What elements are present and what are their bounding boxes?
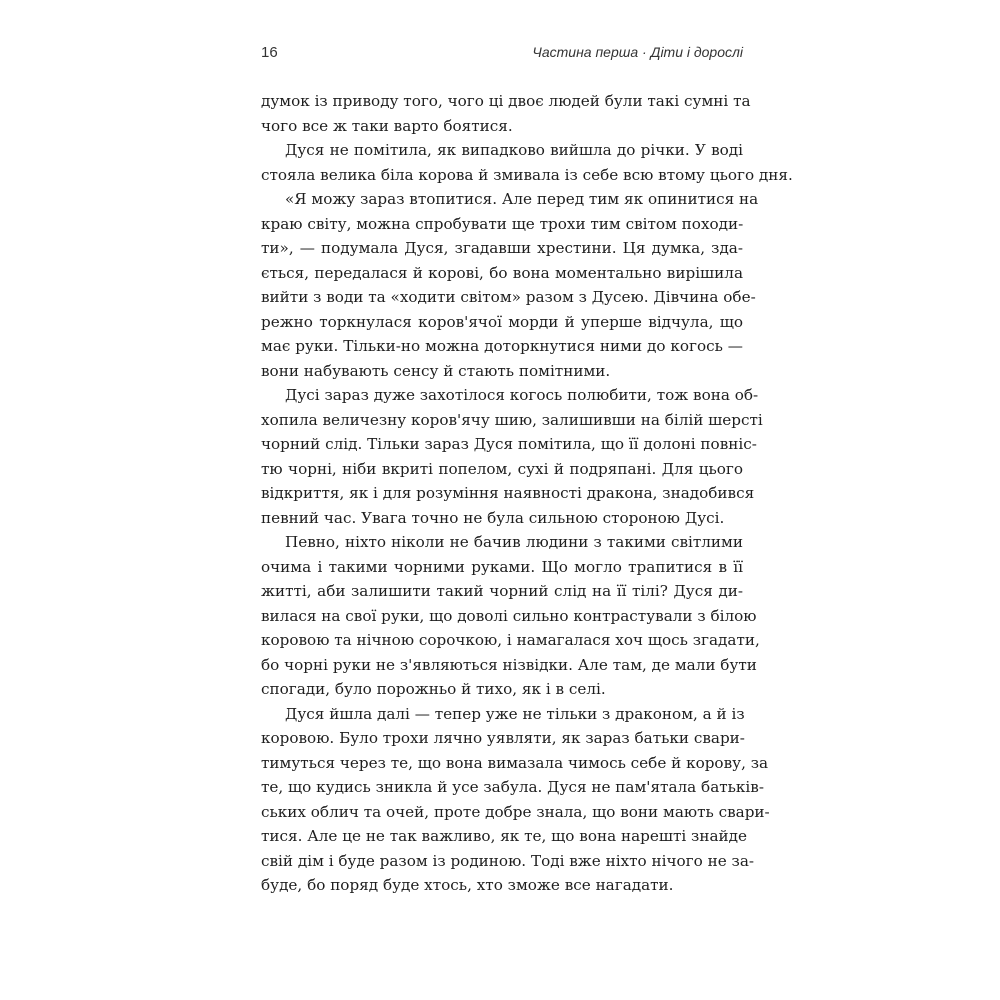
text-line: краю світу, можна спробувати ще трохи тим світом походи-	[261, 214, 744, 233]
text-line: режно торкнулася коров'ячої морди й уперше відчула, що	[261, 312, 743, 331]
text-line: коровою та нічною сорочкою, і намагалася хоч щось згадати,	[261, 631, 760, 649]
text-line: Дуся йшла далі — тепер уже не тільки з драконом, а й із	[285, 704, 745, 723]
text-line: буде, бо поряд буде хтось, хто зможе все нагадати.	[261, 876, 674, 894]
page-number: 16	[261, 44, 278, 61]
body-text	[261, 89, 793, 898]
text-line: стояла велика біла корова й змивала із себе всю втому цього дня.	[261, 165, 793, 184]
text-line: чорний слід. Тільки зараз Дуся помітила, що її долоні повніс-	[261, 435, 757, 453]
paragraph	[261, 383, 763, 530]
text-line: спогади, було порожньо й тихо, як і в селі.	[261, 680, 606, 698]
text-line: ється, передалася й корові, бо вона моментально вирішила	[261, 263, 743, 282]
text-line: бо чорні руки не з'являються нізвідки. Але там, де мали бути	[261, 655, 757, 674]
text-line: коровою. Було трохи лячно уявляти, як зараз батьки свари-	[261, 729, 745, 747]
text-line: тю чорні, ніби вкриті попелом, сухі й подряпані. Для цього	[261, 459, 743, 478]
paragraph	[261, 702, 770, 898]
running-head	[261, 44, 743, 66]
paragraph	[261, 187, 759, 383]
text-line: певний час. Увага точно не була сильною стороною Дусі.	[261, 508, 725, 527]
text-line: думок із приводу того, чого ці двоє людей були такі сумні та	[261, 92, 751, 110]
text-line: «Я можу зараз втопитися. Але перед тим як опинитися на	[285, 190, 759, 208]
text-line: має руки. Тільки-но можна доторкнутися ними до когось —	[261, 337, 743, 355]
text-line: очима і такими чорними руками. Що могло трапитися в її	[261, 557, 743, 576]
text-line: свій дім і буде разом із родиною. Тоді вже ніхто нічого не за-	[261, 851, 755, 870]
text-line: вийти з води та «ходити світом» разом з Дусею. Дівчина обе-	[261, 288, 756, 306]
text-line: чого все ж таки варто боятися.	[261, 116, 513, 135]
text-line: житті, аби залишити такий чорний слід на її тілі? Дуся ди-	[261, 582, 743, 600]
text-line: Дусі зараз дуже захотілося когось полюбити, тож вона об-	[285, 386, 759, 404]
text-line: тися. Але це не так важливо, як те, що вона нарешті знайде	[261, 827, 747, 845]
text-line: вилася на свої руки, що доволі сильно контрастували з білою	[261, 606, 757, 625]
text-line: те, що кудись зникла й усе забула. Дуся не пам'ятала батьків-	[261, 778, 764, 796]
text-line: хопила величезну коров'ячу шию, залишивши на білій шерсті	[261, 410, 763, 429]
text-line: вони набувають сенсу й стають помітними.	[261, 361, 611, 380]
text-line: тимуться через те, що вона вимазала чимось себе й корову, за	[261, 753, 769, 772]
text-line: Певно, ніхто ніколи не бачив людини з такими світлими	[285, 533, 743, 551]
paragraph	[261, 89, 751, 138]
paragraph	[261, 138, 793, 187]
text-line: ти», — подумала Дуся, згадавши хрестини. Ця думка, зда-	[261, 239, 743, 257]
text-line: ських облич та очей, проте добре знала, що вони мають свари-	[261, 802, 770, 821]
text-line: Дуся не помітила, як випадково вийшла до річки. У воді	[285, 141, 743, 159]
text-line: відкриття, як і для розуміння наявності дракона, знадобився	[261, 484, 755, 502]
paragraph	[261, 530, 760, 702]
running-title: Частина перша · Діти і дорослі	[532, 44, 743, 60]
